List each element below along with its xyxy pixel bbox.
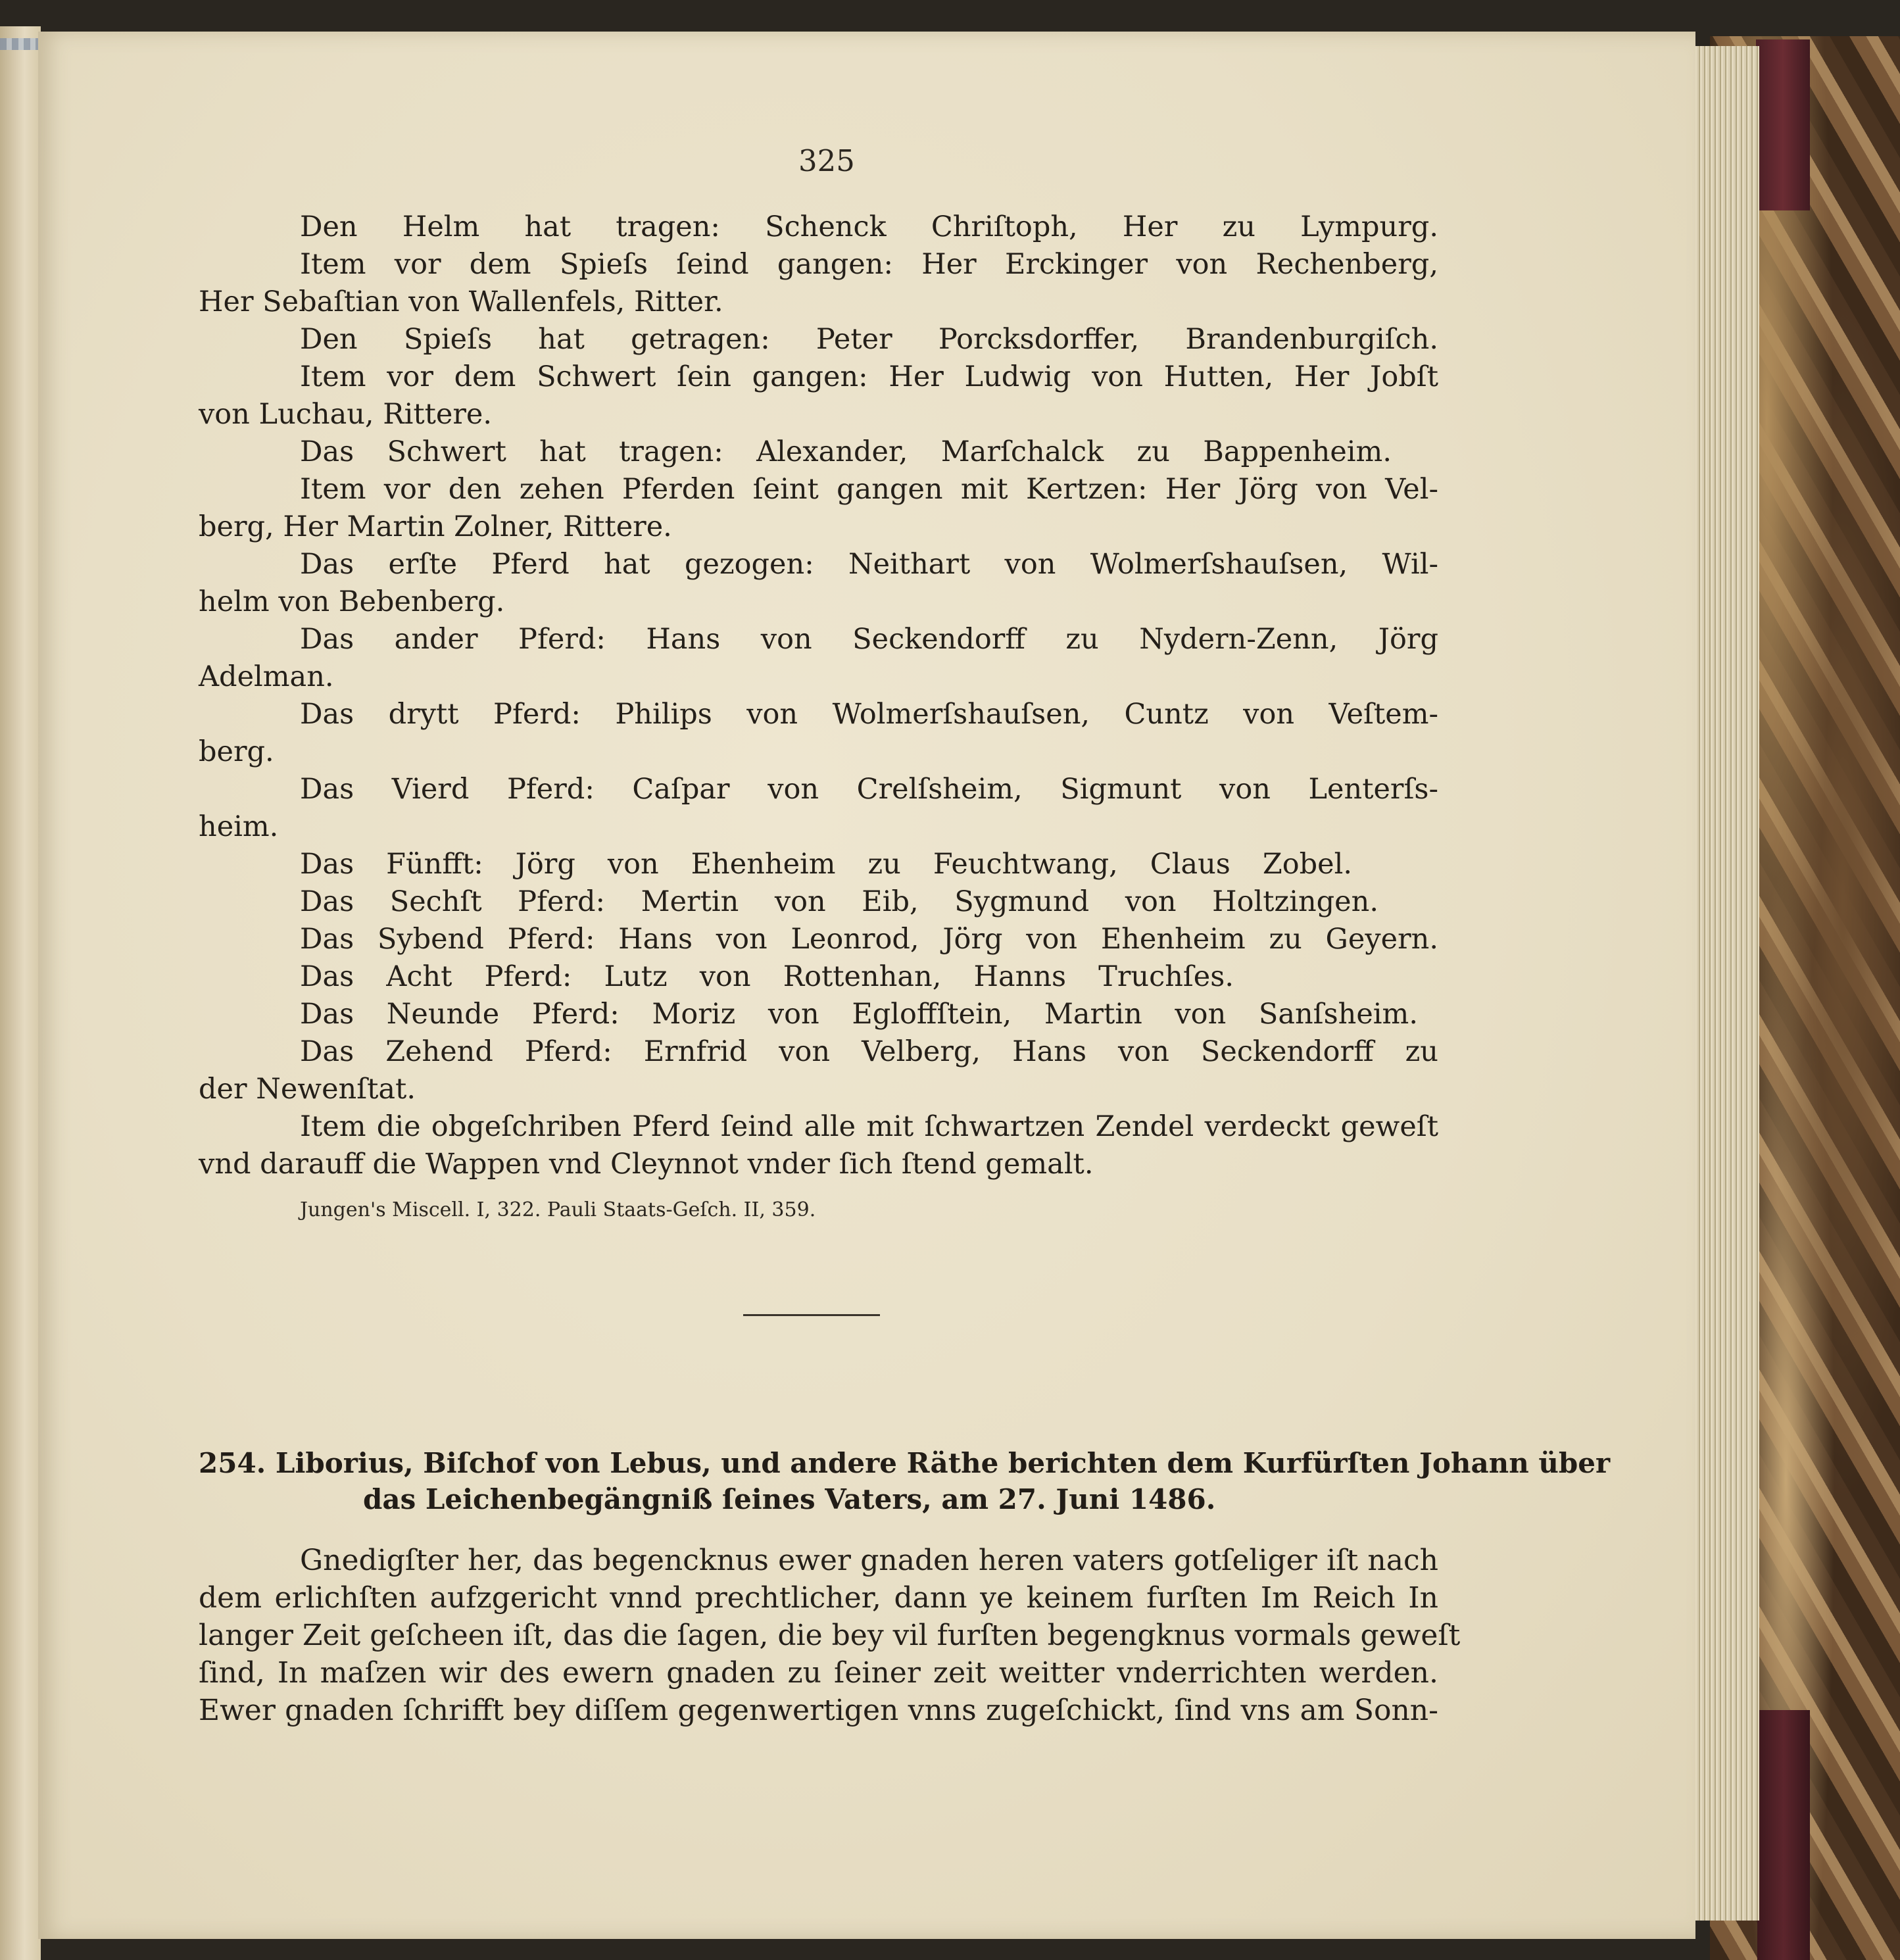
section-divider — [743, 1314, 880, 1316]
text-line: Das drytt Pferd: Philips von Wolmerſshauſsen, Cuntz von Veſtem- — [300, 698, 1438, 731]
text-line: Das Neunde Pferd: Moriz von Egloffſtein, Martin von Sanſsheim. — [300, 998, 1418, 1031]
page-number: 325 — [798, 143, 855, 178]
text-line: Her Sebaſtian von Wallenfels, Ritter. — [199, 285, 723, 318]
text-line: Das ander Pferd: Hans von Seckendorff zu Nydern-Zenn, Jörg — [300, 623, 1438, 656]
text-line: Das Vierd Pferd: Caſpar von Crelſsheim, Sigmunt von Lenterſs- — [300, 773, 1438, 806]
leather-spine-top — [1756, 39, 1810, 210]
leather-spine-bottom — [1757, 1710, 1810, 1960]
source-reference: Jungen's Miscell. I, 322. Pauli Staats-Geſch. II, 359. — [300, 1198, 816, 1221]
text-line: langer Zeit geſcheen iſt, das die ſagen, die bey vil furſten begengknus vormals geweſt — [199, 1619, 1461, 1652]
text-line: Das Acht Pferd: Lutz von Rottenhan, Hanns Truchſes. — [300, 960, 1234, 993]
document-heading-line-1: 254. Liborius, Biſchof von Lebus, und andere Räthe berichten dem Kurfürſten Johann über — [199, 1447, 1611, 1479]
text-line: Den Spieſs hat getragen: Peter Porcksdorffer, Brandenburgiſch. — [300, 323, 1438, 356]
text-line: ſind, In maſzen wir des ewern gnaden zu ſeiner zeit weitter vnderrichten werden. — [199, 1656, 1438, 1690]
text-line: Item vor dem Schwert ſein gangen: Her Ludwig von Hutten, Her Jobſt — [300, 360, 1438, 393]
text-line: dem erlichſten aufzgericht vnnd prechtlicher, dann ye keinem furſten Im Reich In — [199, 1581, 1438, 1615]
text-line: Das erſte Pferd hat gezogen: Neithart von Wolmerſshauſsen, Wil- — [300, 548, 1438, 581]
text-line: Adelman. — [199, 660, 334, 693]
text-line: Item die obgeſchriben Pferd ſeind alle mit ſchwartzen Zendel verdeckt geweſt — [300, 1110, 1438, 1143]
text-line: der Newenſtat. — [199, 1073, 416, 1106]
left-page-edge — [0, 26, 41, 1960]
text-line: Item vor den zehen Pferden ſeint gangen mit Kertzen: Her Jörg von Vel- — [300, 473, 1438, 506]
text-line: Gnedigſter her, das begencknus ewer gnaden heren vaters gotſeliger iſt nach — [300, 1544, 1438, 1577]
text-line: Den Helm hat tragen: Schenck Chriſtoph, Her zu Lympurg. — [300, 210, 1438, 243]
text-line: Das Sechſt Pferd: Mertin von Eib, Sygmund von Holtzingen. — [300, 885, 1378, 918]
text-line: Das Fünfft: Jörg von Ehenheim zu Feuchtwang, Claus Zobel. — [300, 848, 1352, 881]
text-line: Item vor dem Spieſs ſeind gangen: Her Erckinger von Rechenberg, — [300, 248, 1438, 281]
document-heading-line-2: das Leichenbegängniß ſeines Vaters, am 27. Juni 1486. — [363, 1483, 1216, 1515]
text-line: helm von Bebenberg. — [199, 585, 505, 618]
text-line: Das Zehend Pferd: Ernfrid von Velberg, Hans von Seckendorff zu — [300, 1035, 1438, 1068]
text-line: Ewer gnaden ſchrifft bey diſſem gegenwertigen vnns zugeſchickt, ſind vns am Sonn- — [199, 1694, 1438, 1727]
text-line: vnd darauff die Wappen vnd Cleynnot vnder ſich ſtend gemalt. — [199, 1148, 1094, 1181]
text-line: heim. — [199, 810, 279, 843]
text-line: Das Schwert hat tragen: Alexander, Marſchalck zu Bappenheim. — [300, 435, 1392, 468]
text-line: berg, Her Martin Zolner, Rittere. — [199, 510, 672, 543]
text-line: von Luchau, Rittere. — [199, 398, 493, 431]
text-line: berg. — [199, 735, 274, 768]
text-line: Das Sybend Pferd: Hans von Leonrod, Jörg von Ehenheim zu Geyern. — [300, 923, 1438, 956]
